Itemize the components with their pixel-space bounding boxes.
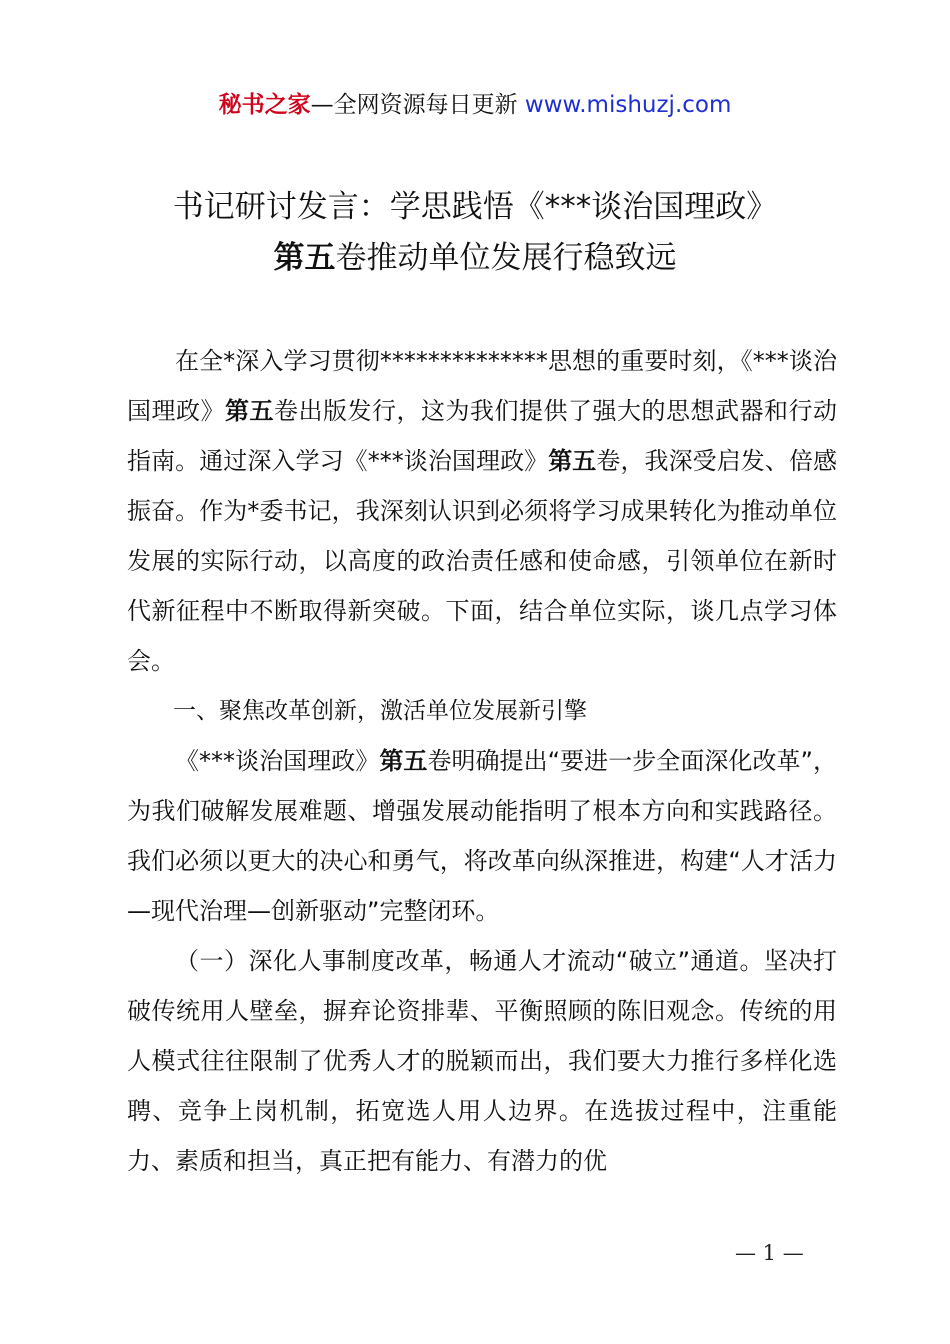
document-title — [60, 182, 890, 284]
page-number: — 1 — — [735, 1241, 804, 1265]
paragraph-reform-part-a: 《***谈治国理政》 — [175, 747, 380, 775]
title-line-2-rest: 卷推动单位发展行稳致远 — [335, 240, 677, 276]
section-heading-1: 一、聚焦改革创新，激活单位发展新引擎 — [173, 698, 587, 724]
title-line-2 — [60, 233, 890, 284]
title-bold-volume: 第五 — [273, 240, 336, 276]
title-line-1: 书记研讨发言：学思践悟《***谈治国理政》 — [172, 189, 778, 225]
paragraph-intro — [127, 336, 837, 686]
site-url-link[interactable]: www.mishuzj.com — [524, 92, 732, 118]
paragraph-intro-part-c: 卷，我深受启发、倍感振奋。作为*委书记，我深刻认识到必须将学习成果转化为推动单位发展的实际行动，以高度的政治责任感和使命感，引领单位在新时代新征程中不断取得新突破。下面，结合单位实际，谈几点学习体会。 — [127, 447, 838, 675]
paragraph-reform-part-b: 卷明确提出“要进一步全面深化改革”，为我们破解发展难题、增强发展动能指明了根本方向和实践路径。我们必须以更大的决心和勇气，将改革向纵深推进，构建“人才活力—现代治理—创新驱动”完整闭环。 — [127, 747, 838, 925]
paragraph-intro-part-b: 卷出版发行，这为我们提供了强大的思想武器和行动指南。通过深入学习《***谈治国理政》 — [127, 397, 837, 475]
paragraph-reform — [127, 736, 837, 936]
paragraph-intro-bold-1: 第五 — [225, 397, 274, 425]
paragraph-personnel: （一）深化人事制度改革，畅通人才流动“破立”通道。坚决打破传统用人壁垒，摒弃论资排辈、平衡照顾的陈旧观念。传统的用人模式往往限制了优秀人才的脱颖而出，我们要大力推行多样化选聘、竞争上岗机制，拓宽选人用人边界。在选拔过程中，注重能力、素质和担当，真正把有能力、有潜力的优 — [127, 947, 837, 1175]
brand-name: 秘书之家 — [218, 92, 311, 118]
site-header — [0, 88, 950, 122]
paragraph-intro-part-a: 在全*深入学习贯彻**************思想的重要时刻，《***谈治国理政》 — [127, 347, 837, 425]
document-body — [127, 336, 837, 1186]
paragraph-reform-bold: 第五 — [379, 747, 428, 775]
header-slogan: —全网资源每日更新 — [310, 92, 518, 118]
paragraph-intro-bold-2: 第五 — [548, 447, 597, 475]
